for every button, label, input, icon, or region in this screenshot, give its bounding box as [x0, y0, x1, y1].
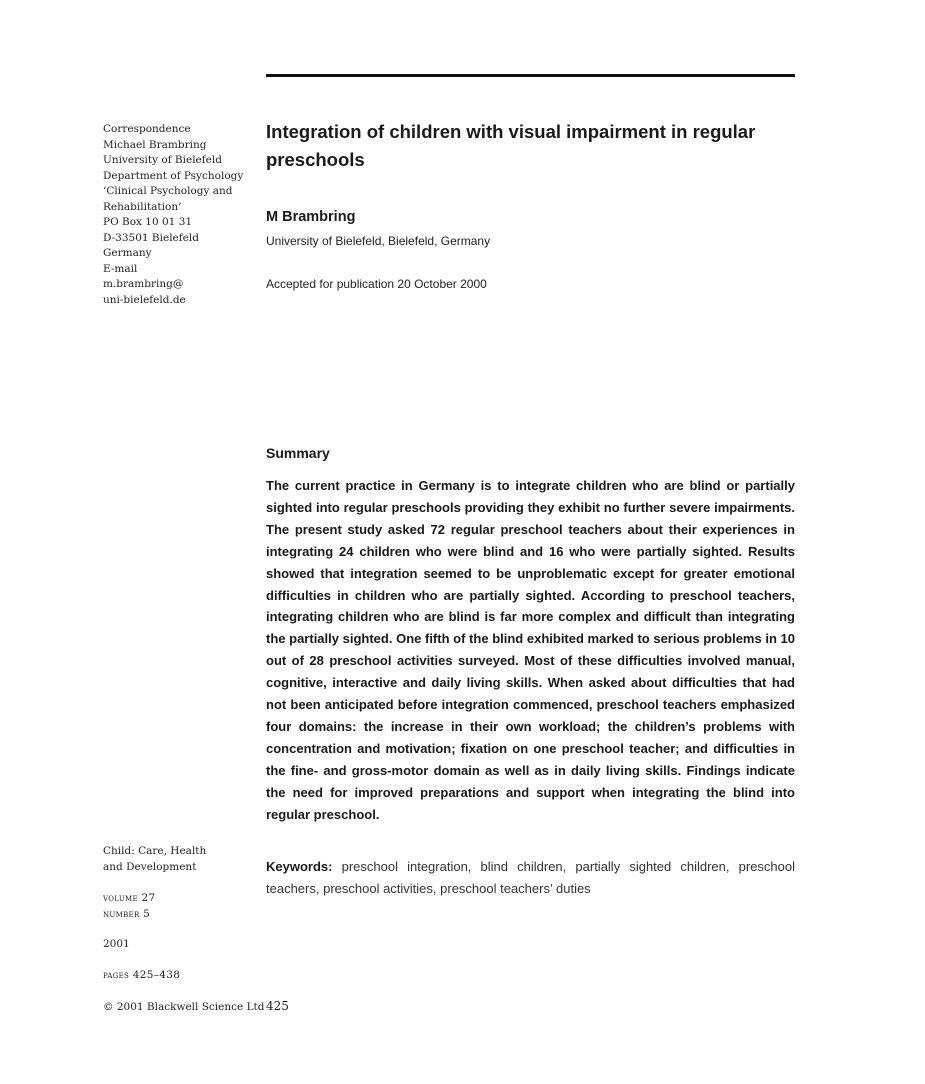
- pages-label: [103, 968, 263, 984]
- correspondence-line: PO Box 10 01 31: [103, 216, 193, 228]
- author-name: M Brambring: [266, 209, 356, 225]
- year-label: [103, 937, 263, 953]
- volume-info: [103, 891, 263, 922]
- summary-text: The current practice in Germany is to integrate children who are blind or partially sighted into regular preschools providing they exhibit no further severe impairments. The present study asked 72 regular preschool teachers about their experiences in integrating 24 children who were blind and 16 who were partially sighted. Results showed that integration seemed to be unproblematic except for greater emotional difficulties in children who are partially sighted. According to preschool teachers, integrating children who are blind is far more complex and difficult than integrating the partially sighted. One fifth of the blind exhibited marked to serious problems in 10 out of 28 preschool activities surveyed. Most of these difficulties involved manual, cognitive, interactive and daily living skills. When asked about difficulties that had not been anticipated before integration commenced, preschool teachers emphasized four domains: the increase in their own workload; the children’s problems with concentration and motivation; fixation on one preschool teacher; and difficulties in the fine- and gross-motor domain as well as in daily living skills. Findings indicate the need for improved preparations and support when integrating the blind into regular preschool.: [266, 478, 795, 822]
- author-affiliation: University of Bielefeld, Bielefeld, Germany: [266, 234, 491, 248]
- correspondence-line: Correspondence: [103, 123, 191, 135]
- correspondence-line: Germany: [103, 247, 152, 259]
- page-number: 425: [266, 999, 289, 1013]
- correspondence-line: D-33501 Bielefeld: [103, 231, 199, 244]
- journal-name-line: Child: Care, Health: [103, 845, 207, 857]
- year-text: 2001: [103, 938, 130, 950]
- email-link[interactable]: m.brambring@: [103, 278, 184, 290]
- correspondence-line: Department of Psychology: [103, 169, 244, 182]
- journal-name-line: and Development: [103, 860, 197, 873]
- header-rule: [266, 74, 795, 77]
- accepted-date: Accepted for publication 20 October 2000: [266, 277, 487, 291]
- volume-label: volume 27: [103, 892, 156, 904]
- keywords-label: Keywords:: [266, 859, 333, 874]
- article-title: Integration of children with visual impairment in regular preschools: [266, 121, 756, 170]
- correspondence-line: E-mail: [103, 262, 138, 275]
- correspondence-line: Michael Brambring: [103, 138, 207, 151]
- keywords-block: [266, 856, 795, 900]
- copyright: [103, 1000, 263, 1016]
- correspondence-line: ‘Clinical Psychology and: [103, 185, 233, 197]
- copyright-text: © 2001 Blackwell Science Ltd: [103, 1001, 265, 1013]
- correspondence-line: Rehabilitation’: [103, 200, 182, 213]
- number-label: number 5: [103, 907, 151, 920]
- correspondence-block: [103, 122, 263, 308]
- summary-heading: Summary: [266, 445, 330, 461]
- correspondence-line: University of Bielefeld: [103, 154, 222, 166]
- email-link[interactable]: uni-bielefeld.de: [103, 293, 186, 306]
- keywords-text: preschool integration, blind children, partially sighted children, preschool teachers, preschool activities, preschool teachers’ duties: [266, 859, 795, 896]
- journal-name: [103, 844, 263, 875]
- pages-text: pages 425–438: [103, 969, 181, 981]
